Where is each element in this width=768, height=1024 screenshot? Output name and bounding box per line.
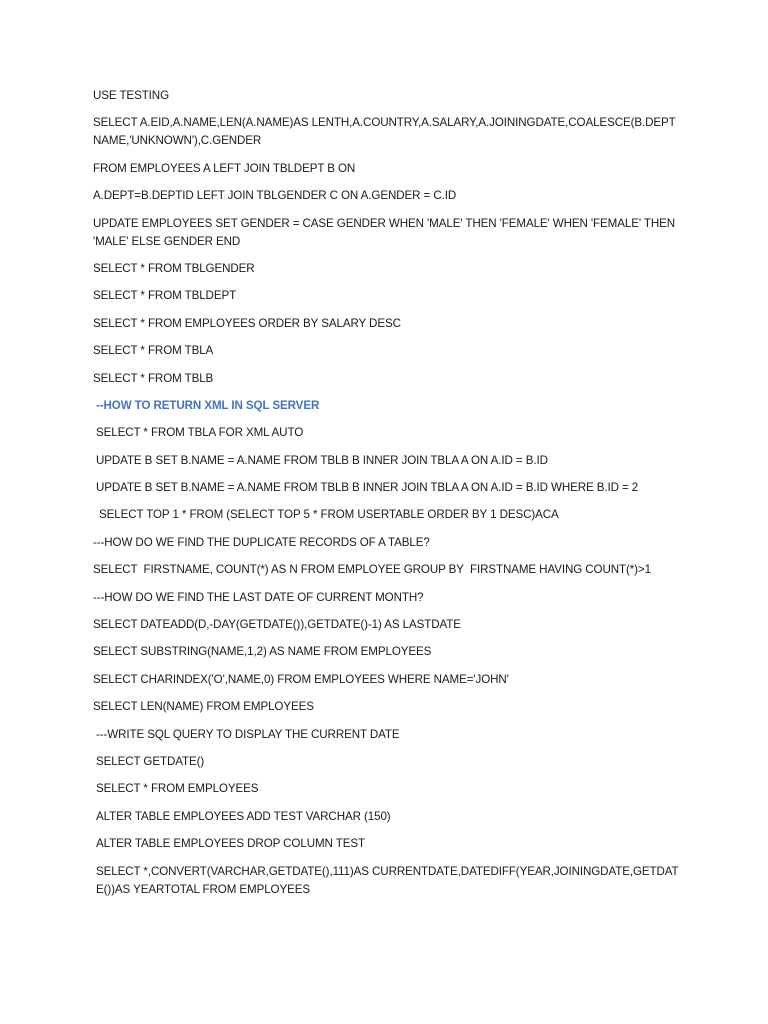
- text-line: ---WRITE SQL QUERY TO DISPLAY THE CURRENT DATE: [96, 727, 400, 741]
- text-line: SELECT * FROM TBLA: [93, 344, 214, 358]
- text-line: ALTER TABLE EMPLOYEES DROP COLUMN TEST: [96, 837, 365, 851]
- text-line: SELECT A.EID,A.NAME,LEN(A.NAME)AS LENTH,A.COUNTRY,A.SALARY,A.JOININGDATE,COALESCE(B.DEPTNAME,'UNKNOWN'),C.GENDER: [93, 116, 676, 148]
- text-line: SELECT SUBSTRING(NAME,1,2) AS NAME FROM EMPLOYEES: [93, 645, 432, 659]
- text-line: A.DEPT=B.DEPTID LEFT JOIN TBLGENDER C ON A.GENDER = C.ID: [93, 189, 457, 203]
- text-line: SELECT * FROM TBLA FOR XML AUTO: [96, 426, 304, 440]
- comment-heading: --HOW TO RETURN XML IN SQL SERVER: [96, 398, 320, 412]
- text-line: SELECT FIRSTNAME, COUNT(*) AS N FROM EMPLOYEE GROUP BY FIRSTNAME HAVING COUNT(*)>1: [93, 563, 651, 577]
- text-line: SELECT CHARINDEX('O',NAME,0) FROM EMPLOYEES WHERE NAME='JOHN': [93, 672, 509, 686]
- text-line: SELECT * FROM TBLB: [93, 371, 214, 385]
- text-line: UPDATE B SET B.NAME = A.NAME FROM TBLB B INNER JOIN TBLA A ON A.ID = B.ID WHERE B.ID = 2: [96, 481, 639, 495]
- text-line: SELECT * FROM TBLDEPT: [93, 289, 237, 303]
- text-line: SELECT GETDATE(): [96, 754, 205, 768]
- text-line: ---HOW DO WE FIND THE DUPLICATE RECORDS OF A TABLE?: [93, 535, 430, 549]
- text-line: UPDATE B SET B.NAME = A.NAME FROM TBLB B INNER JOIN TBLA A ON A.ID = B.ID: [96, 453, 548, 467]
- text-line: ALTER TABLE EMPLOYEES ADD TEST VARCHAR (150): [96, 809, 391, 823]
- text-line: SELECT * FROM EMPLOYEES ORDER BY SALARY DESC: [93, 316, 401, 330]
- text-line: UPDATE EMPLOYEES SET GENDER = CASE GENDER WHEN 'MALE' THEN 'FEMALE' WHEN 'FEMALE' THEN 'MALE' ELSE GENDER END: [93, 216, 679, 248]
- text-line: USE TESTING: [93, 89, 169, 102]
- text-line: SELECT * FROM EMPLOYEES: [96, 782, 259, 796]
- text-line: ---HOW DO WE FIND THE LAST DATE OF CURRENT MONTH?: [93, 590, 424, 604]
- text-line: SELECT DATEADD(D,-DAY(GETDATE()),GETDATE()-1) AS LASTDATE: [93, 618, 461, 632]
- text-line: SELECT *,CONVERT(VARCHAR,GETDATE(),111)AS CURRENTDATE,DATEDIFF(YEAR,JOININGDATE,GETDATE())AS YEARTOTAL FROM EMPLOYEES: [96, 864, 679, 896]
- document-body: [93, 87, 683, 908]
- text-line: SELECT LEN(NAME) FROM EMPLOYEES: [93, 700, 314, 714]
- text-line: FROM EMPLOYEES A LEFT JOIN TBLDEPT B ON: [93, 161, 356, 175]
- text-line: SELECT TOP 1 * FROM (SELECT TOP 5 * FROM USERTABLE ORDER BY 1 DESC)ACA: [99, 508, 559, 522]
- text-line: SELECT * FROM TBLGENDER: [93, 261, 255, 275]
